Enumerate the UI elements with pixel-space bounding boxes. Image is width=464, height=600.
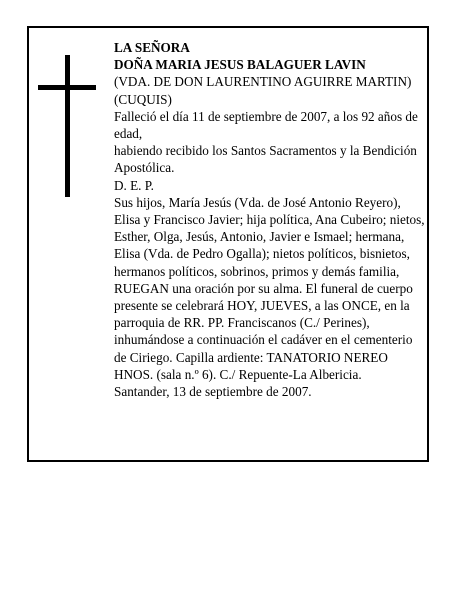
- obituary-text: [114, 39, 426, 400]
- dateline: Santander, 13 de septiembre de 2007.: [114, 384, 312, 400]
- cross-vertical-bar: [65, 55, 70, 197]
- cross-icon: [38, 55, 96, 197]
- sacraments-statement: habiendo recibido los Santos Sacramentos y la Bendición Apostólica.: [114, 143, 417, 176]
- dep-line: D. E. P.: [114, 177, 154, 193]
- death-statement: Falleció el día 11 de septiembre de 2007, a los 92 años de edad,: [114, 108, 418, 142]
- deceased-subtitle: (VDA. DE DON LAURENTINO AGUIRRE MARTIN) (CUQUIS): [114, 74, 412, 107]
- funeral-request: RUEGAN una oración por su alma. El funeral de cuerpo presente se celebrará HOY, JUEVES, a las ONCE, en la parroquia de RR. PP. Franciscanos (C./ Perines), inhumándose a continuación el cadáver en el cementerio de Ciriego. Capilla ardiente: TANATORIO NEREO HNOS. (sala n.º 6). C./ Repuente-La Albericia.: [114, 280, 413, 382]
- cross-horizontal-bar: [38, 85, 96, 90]
- deceased-name: DOÑA MARIA JESUS BALAGUER LAVIN: [114, 57, 366, 73]
- notice-title: LA SEÑORA: [114, 40, 190, 55]
- family-list: Sus hijos, María Jesús (Vda. de José Antonio Reyero), Elisa y Francisco Javier; hija política, Ana Cubeiro; nietos, Esther, Olga, Jesús, Antonio, Javier e Ismael; hermana, Elisa (Vda. de Pedro Ogalla); nietos políticos, bisnietos, hermanos políticos, sobrinos, primos y demás familia,: [114, 194, 425, 279]
